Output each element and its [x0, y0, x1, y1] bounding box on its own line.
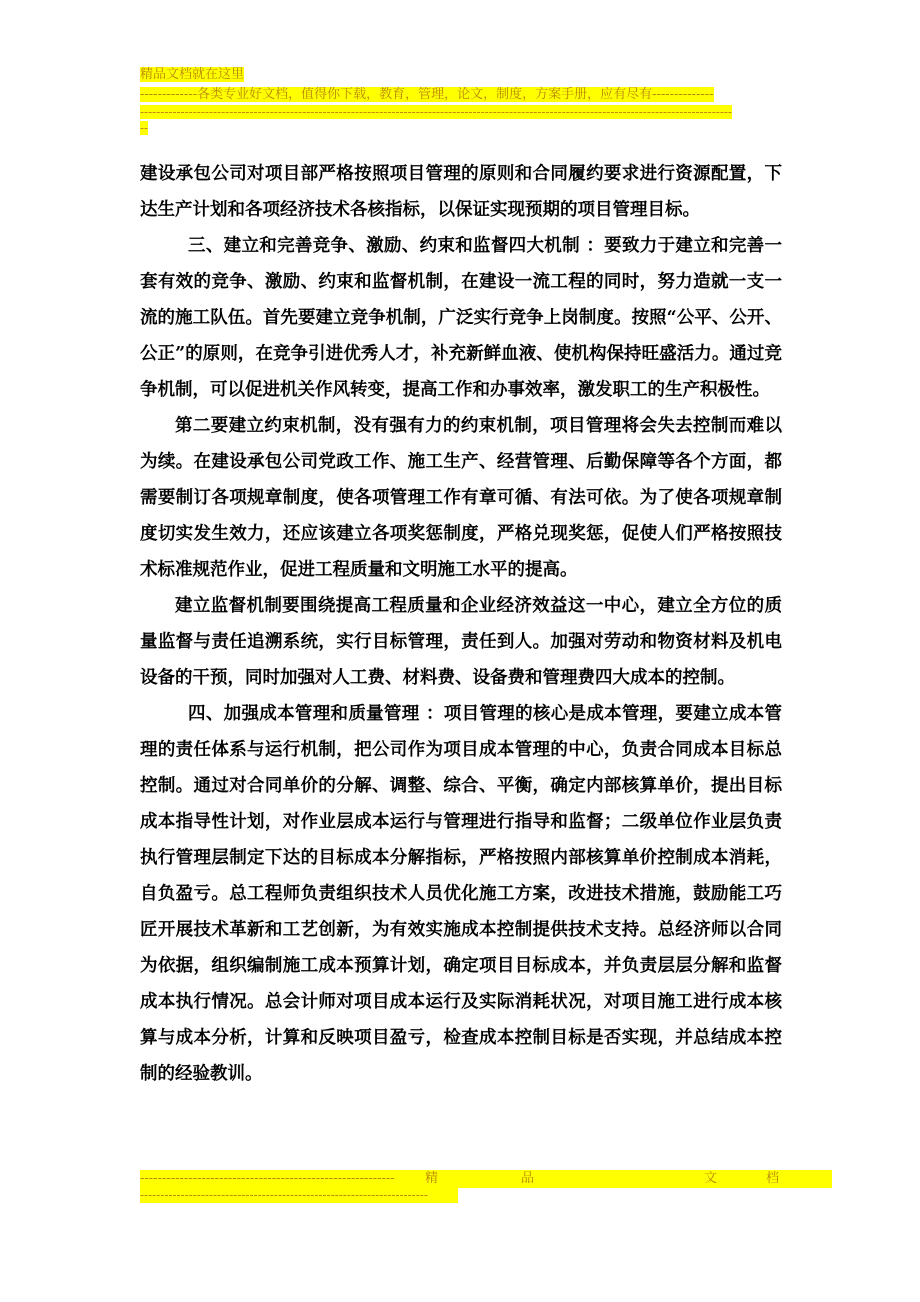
document-body [140, 156, 782, 1092]
header-rule-line-end [140, 121, 148, 136]
header-rule-line [140, 105, 781, 120]
footer-banner [140, 1170, 832, 1188]
footer-char: 文 [704, 1171, 718, 1186]
footer-dashes: ---------------------------------------------------------- [140, 1171, 395, 1186]
header-title [140, 66, 244, 83]
header-rule-line-text: -------------------------------------------------------------------------------------------------------------------------------------------------- [140, 105, 732, 119]
paragraph-four-mechanisms: 三、建立和完善竞争、激励、约束和监督四大机制 ：要致力于建立和完善一套有效的竞争、激励、约束和监督机制，在建设一流工程的同时，努力造就一支一流的施工队伍。首先要建立竞争机制，广泛实行竞争上岗制度。按照“公平、公开、公正”的原则，在竞争引进优秀人才，补充新鲜血液、使机构保持旺盛活力。通过竞争机制，可以促进机关作风转变，提高工作和办事效率，激发职工的生产积极性。 [140, 236, 782, 400]
paragraph-supervision-mechanism: 建立监督机制要围绕提高工程质量和企业经济效益这一中心，建立全方位的质量监督与责任追溯系统，实行目标管理，责任到人。加强对劳动和物资材料及机电设备的干预，同时加强对人工费、材料费、设备费和管理费四大成本的控制。 [140, 596, 782, 688]
header-tagline [140, 86, 714, 103]
header-rule-line-end-text: -- [140, 121, 149, 135]
footer-rule-line: ----------------------------------------------------------------------- [140, 1188, 458, 1203]
footer-char: 档 [766, 1171, 780, 1186]
header-title-text: 精品文档就在这里 [140, 67, 245, 82]
header-tagline-text: -------------各类专业好文档，值得你下载，教育，管理，论文，制度，方案手册，应有尽有-------------- [140, 87, 714, 102]
paragraph-constraint-mechanism: 第二要建立约束机制，没有强有力的约束机制，项目管理将会失去控制而难以为续。在建设承包公司党政工作、施工生产、经营管理、后勤保障等各个方面，都需要制订各项规章制度，使各项管理工作有章可循、有法可依。为了使各项规章制度切实发生效力，还应该建立各项奖惩制度，严格兑现奖惩，促使人们严格按照技术标准规范作业，促进工程质量和文明施工水平的提高。 [140, 416, 782, 580]
paragraph-cost-quality-management: 四、加强成本管理和质量管理 ：项目管理的核心是成本管理，要建立成本管理的责任体系与运行机制，把公司作为项目成本管理的中心，负责合同成本目标总控制。通过对合同单价的分解、调整、综合、平衡，确定内部核算单价，提出目标成本指导性计划，对作业层成本运行与管理进行指导和监督；二级单位作业层负责执行管理层制定下达的目标成本分解指标，严格按照内部核算单价控制成本消耗，自负盈亏。总工程师负责组织技术人员优化施工方案，改进技术措施，鼓励能工巧匠开展技术革新和工艺创新，为有效实施成本控制提供技术支持。总经济师以合同为依据，组织编制施工成本预算计划，确定项目目标成本，并负责层层分解和监督成本执行情况。总会计师对项目成本运行及实际消耗状况，对项目施工进行成本核算与成本分析，计算和反映项目盈亏，检查成本控制目标是否实现，并总结成本控制的经验教训。 [140, 704, 782, 1084]
footer-char: 精 [425, 1171, 439, 1186]
paragraph-resource-allocation: 建设承包公司对项目部严格按照项目管理的原则和合同履约要求进行资源配置，下达生产计划和各项经济技术各核指标，以保证实现预期的项目管理目标。 [140, 164, 782, 220]
footer-char: 品 [521, 1171, 535, 1186]
